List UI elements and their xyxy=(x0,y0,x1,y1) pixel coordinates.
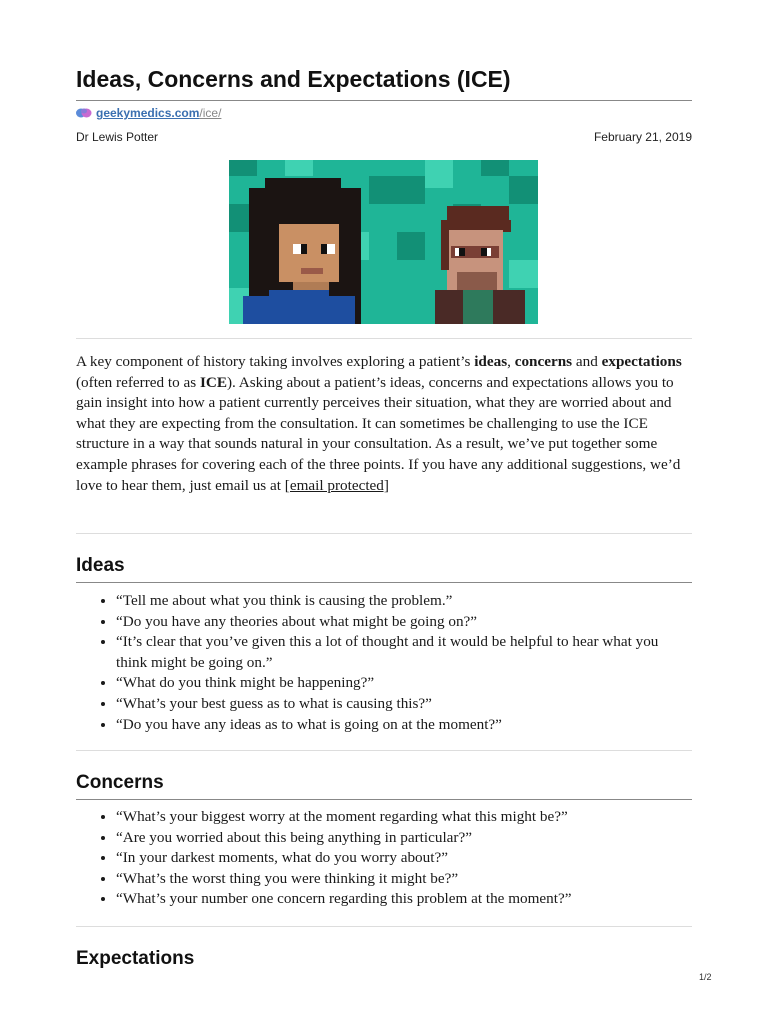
ideas-heading-rule xyxy=(76,582,692,583)
list-item: • “What do you think might be happening?” xyxy=(116,673,692,694)
brain-logo-icon xyxy=(76,107,92,119)
concerns-list xyxy=(76,807,692,910)
list-item: • “Tell me about what you think is causing the problem.” xyxy=(116,591,692,612)
hero-pixel-art-image xyxy=(229,160,538,324)
title-divider xyxy=(76,100,692,101)
list-item: • “What’s your biggest worry at the moment regarding what this might be?” xyxy=(116,807,692,828)
meta-row xyxy=(76,130,692,144)
intro-text-2: , xyxy=(507,353,515,370)
intro-bold-expectations: expectations xyxy=(601,353,682,370)
intro-bold-concerns: concerns xyxy=(514,353,573,370)
intro-paragraph xyxy=(76,352,692,496)
list-item: • “What’s your best guess as to what is causing this?” xyxy=(116,694,692,715)
list-item: • “What’s your number one concern regarding this problem at the moment?” xyxy=(116,889,692,910)
ideas-heading: Ideas xyxy=(76,555,125,576)
intro-divider xyxy=(76,338,692,339)
intro-bold-ice: ICE xyxy=(199,373,227,391)
author: Dr Lewis Potter xyxy=(76,130,159,144)
list-item: • “What’s the worst thing you were thinking it might be?” xyxy=(116,869,692,890)
concerns-heading: Concerns xyxy=(76,772,164,793)
source-path-link[interactable]: /ice/ xyxy=(199,106,222,120)
woman-figure xyxy=(243,178,361,324)
concerns-top-divider xyxy=(76,750,692,751)
page-number: 1/2 xyxy=(699,972,712,982)
intro-bold-ideas: ideas xyxy=(474,353,508,370)
expectations-heading: Expectations xyxy=(76,948,195,969)
email-link[interactable]: [email protected] xyxy=(284,476,389,494)
list-item: • “Do you have any ideas as to what is going on at the moment?” xyxy=(116,715,692,736)
intro-text-5: ). Asking about a patient’s ideas, concerns and expectations allows you to gain insight into how a patient currently perceives their situation, what they are worried about and what they are expecting from the consultation. It can sometimes be challenging to use the ICE structure in a way that sounds natural in your consultation. As a result, we’ve put together some example phrases for covering each of the three points. If you have any additional suggestions, we’d love to hear them, just email us at xyxy=(76,373,681,494)
ideas-list xyxy=(76,591,692,735)
list-item: • “Are you worried about this being anything in particular?” xyxy=(116,828,692,849)
intro-text-1: A key component of history taking involves exploring a patient’s xyxy=(76,353,475,370)
ideas-top-divider xyxy=(76,533,692,534)
source-domain-link[interactable]: geekymedics.com xyxy=(96,106,200,120)
page-title: Ideas, Concerns and Expectations (ICE) xyxy=(76,66,511,92)
intro-text-3: and xyxy=(572,353,602,370)
concerns-heading-rule xyxy=(76,799,692,800)
intro-text-4: (often referred to as xyxy=(76,373,200,391)
list-item: • “It’s clear that you’ve given this a lot of thought and it would be helpful to hear what you think might be going on.” xyxy=(116,632,692,673)
expectations-top-divider xyxy=(76,926,692,927)
list-item: • “Do you have any theories about what might be going on?” xyxy=(116,612,692,633)
source-line xyxy=(76,106,221,120)
list-item: • “In your darkest moments, what do you worry about?” xyxy=(116,848,692,869)
publish-date: February 21, 2019 xyxy=(593,130,692,144)
